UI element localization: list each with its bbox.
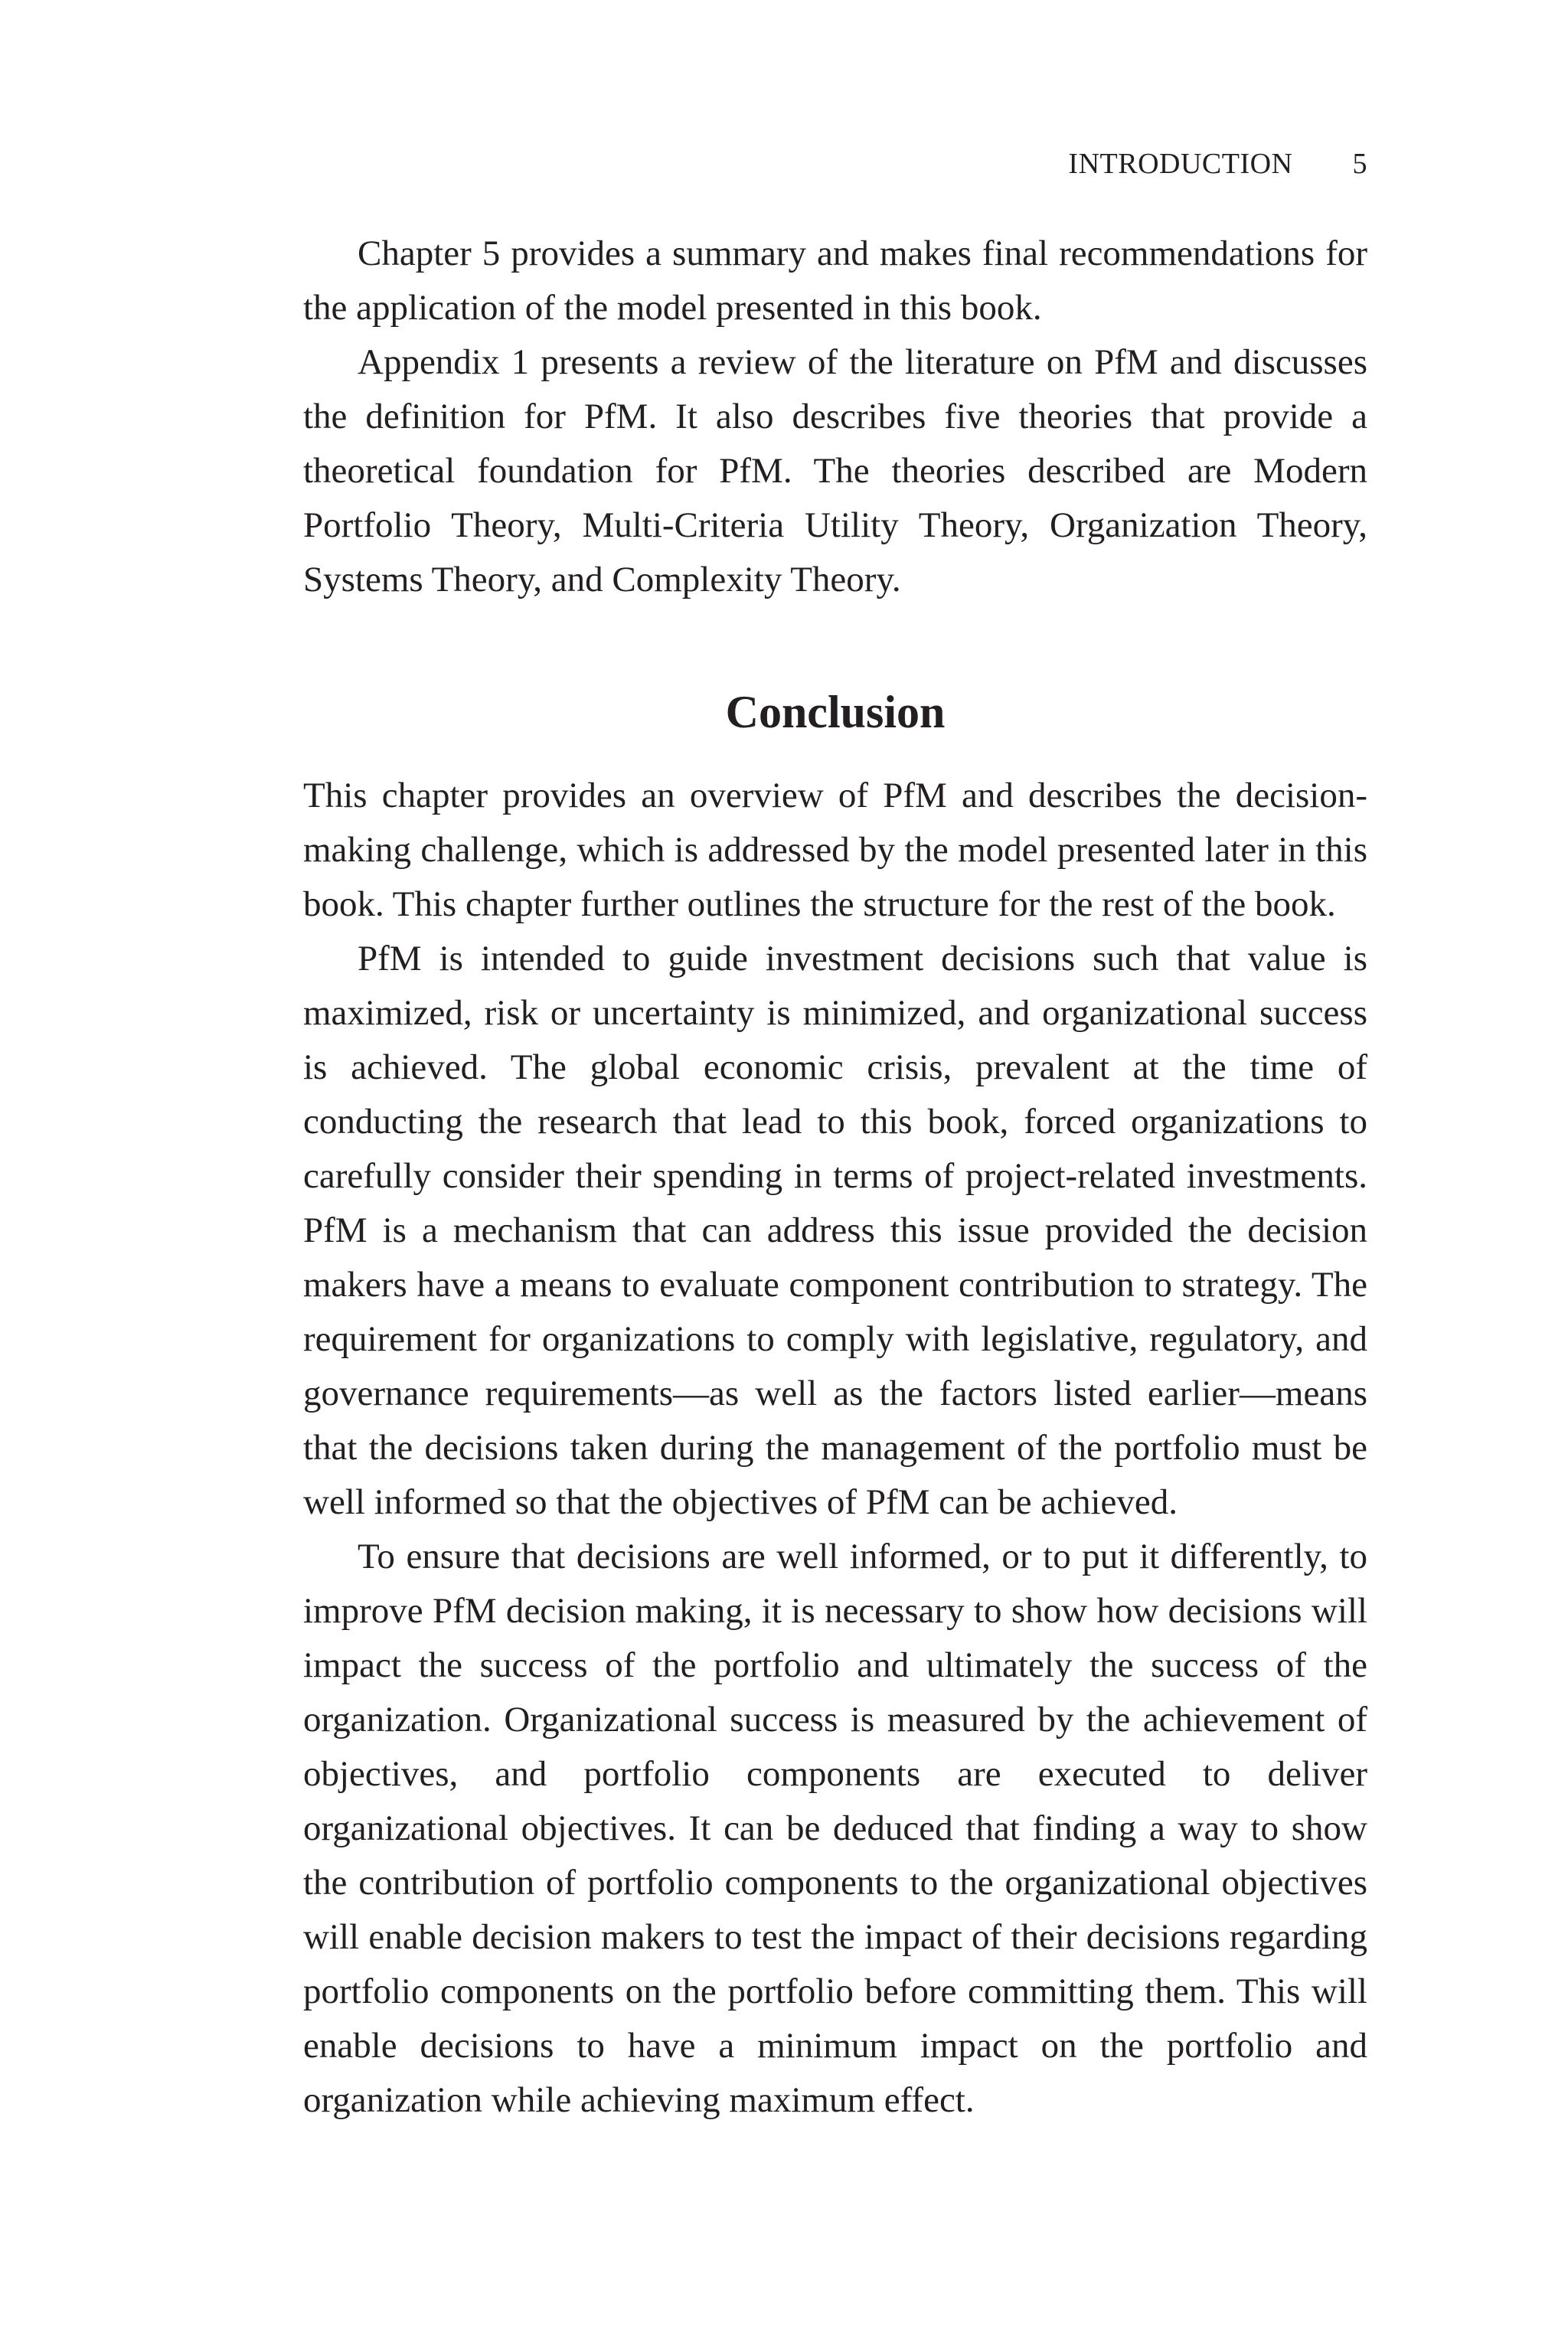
paragraph-conclusion-3: To ensure that decisions are well informed, or to put it differently, to improve PfM decision making, it is necessary to show how decisions will impact the success of the portfolio and ultimately the success of the organization. Organizational success is measured by the achievement of objectives, and portfolio components are executed to deliver organizational objectives. It can be deduced that finding a way to show the contribution of portfolio components to the organizational objectives will enable decision makers to test the impact of their decisions regarding portfolio components on the portfolio before committing them. This will enable decisions to have a minimum impact on the portfolio and organization while achieving maximum effect.	[303, 1537, 1367, 2120]
page-number: 5	[1352, 148, 1367, 180]
paragraph-appendix-1: Appendix 1 presents a review of the literature on PfM and discusses the definition for PfM. It also describes five theories that provide a theoretical foundation for PfM. The theories described are Modern Portfolio Theory, Multi-Criteria Utility Theory, Organization Theory, Systems Theory, and Complexity Theory.	[303, 342, 1367, 599]
conclusion-text-block	[303, 769, 1367, 2128]
paragraph-chapter-5: Chapter 5 provides a summary and makes final recommendations for the application of the model presented in this book.	[303, 234, 1367, 328]
running-header	[831, 147, 1367, 185]
intro-text-block	[303, 227, 1367, 607]
paragraph-conclusion-1: This chapter provides an overview of PfM and describes the decision-making challenge, which is addressed by the model presented later in this book. This chapter further outlines the structure for the rest of the book.	[303, 776, 1367, 924]
paragraph-conclusion-2: PfM is intended to guide investment decisions such that value is maximized, risk or uncertainty is minimized, and organizational success is achieved. The global economic crisis, prevalent at the time of conducting the research that lead to this book, forced organizations to carefully consider their spending in terms of project-related investments. PfM is a mechanism that can address this issue provided the decision makers have a means to evaluate component contribution to strategy. The requirement for organizations to comply with legislative, regulatory, and governance requirements—as well as the factors listed earlier—means that the decisions taken during the management of the portfolio must be well informed so that the objectives of PfM can be achieved.	[303, 939, 1367, 1522]
running-head-section: INTRODUCTION	[1068, 148, 1293, 180]
section-heading-conclusion: Conclusion	[725, 687, 946, 737]
